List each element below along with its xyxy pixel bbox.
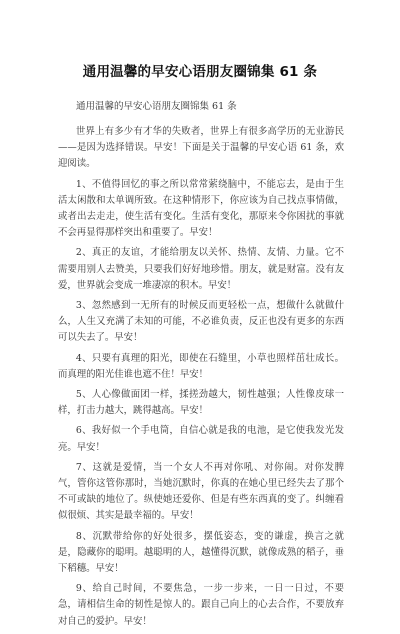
paragraph-4: 4、只要有真理的阳光，即使在石缝里，小草也照样茁壮成长。而真理的阳光佳谁也遮不住！早安！	[58, 352, 344, 380]
paragraph-2: 2、真正的友谊，才能给朋友以关怀、热情、友情、力量。它不需要用别人去赞美，只要我们好好地珍惜。朋友，就是财富。没有友爱，世界就会变成一堆凄凉的积木。早安！	[58, 247, 344, 291]
paragraph-intro: 世界上有多少有才华的失败者，世界上有很多高学历的无业游民——是因为选择错误。早安！下面是关于温馨的早安心语 61 条，欢迎阅读。	[58, 126, 344, 170]
paragraph-6: 6、我好似一个手电筒，自信心就是我的电池，是它使我发光发亮。早安！	[58, 425, 344, 453]
paragraph-7: 7、这就是爱情，当一个女人不再对你吼、对你闹。对你发脾气，管你这管你那时，当她沉默时，你真的在她心里已经失去了那个不可或缺的地位了。纵使她还爱你、但是有些东西真的变了。纠缠看似很烦、其实是最幸福的。早安！	[58, 461, 344, 522]
paragraph-1: 1、不值得回忆的事之所以常常萦绕脑中，不能忘去，是由于生活太闲散和太单调所致。在这种情形下，你应该为自己找点事情做，或者出去走走，使生活有变化。生活有变化，那原来令你困扰的事就不会再显得那样突出和重要了。早安！	[58, 178, 344, 239]
document-title: 通用温馨的早安心语朋友圈锦集 61 条	[82, 64, 318, 80]
paragraph-5: 5、人心像做面团一样，揉搓劲越大，韧性越强；人性像皮球一样，打击力越大，跳得越高。早安！	[58, 389, 344, 417]
paragraph-8: 8、沉默带给你的好处很多，摆低姿态，变的谦虚，换言之就是，隐藏你的聪明。越聪明的人，越懂得沉默，就像成熟的稻子，垂下稻穗。早安！	[58, 530, 344, 575]
paragraph-9: 9、给自己时间，不要焦急，一步一步来，一日一日过，不要急，请相信生命的韧性是惊人的。跟自己向上的心去合作，不要放弃对自己的爱护。早安！	[58, 583, 344, 627]
document-subtitle: 通用温馨的早安心语朋友圈锦集 61 条	[76, 101, 237, 112]
paragraph-3: 3、忽然感到一无所有的时候反而更轻松一点，想做什么就做什么，人生又充满了未知的可能，不必谁负责，反正也没有更多的东西可以失去了。早安！	[58, 300, 344, 344]
document-body	[58, 124, 344, 634]
